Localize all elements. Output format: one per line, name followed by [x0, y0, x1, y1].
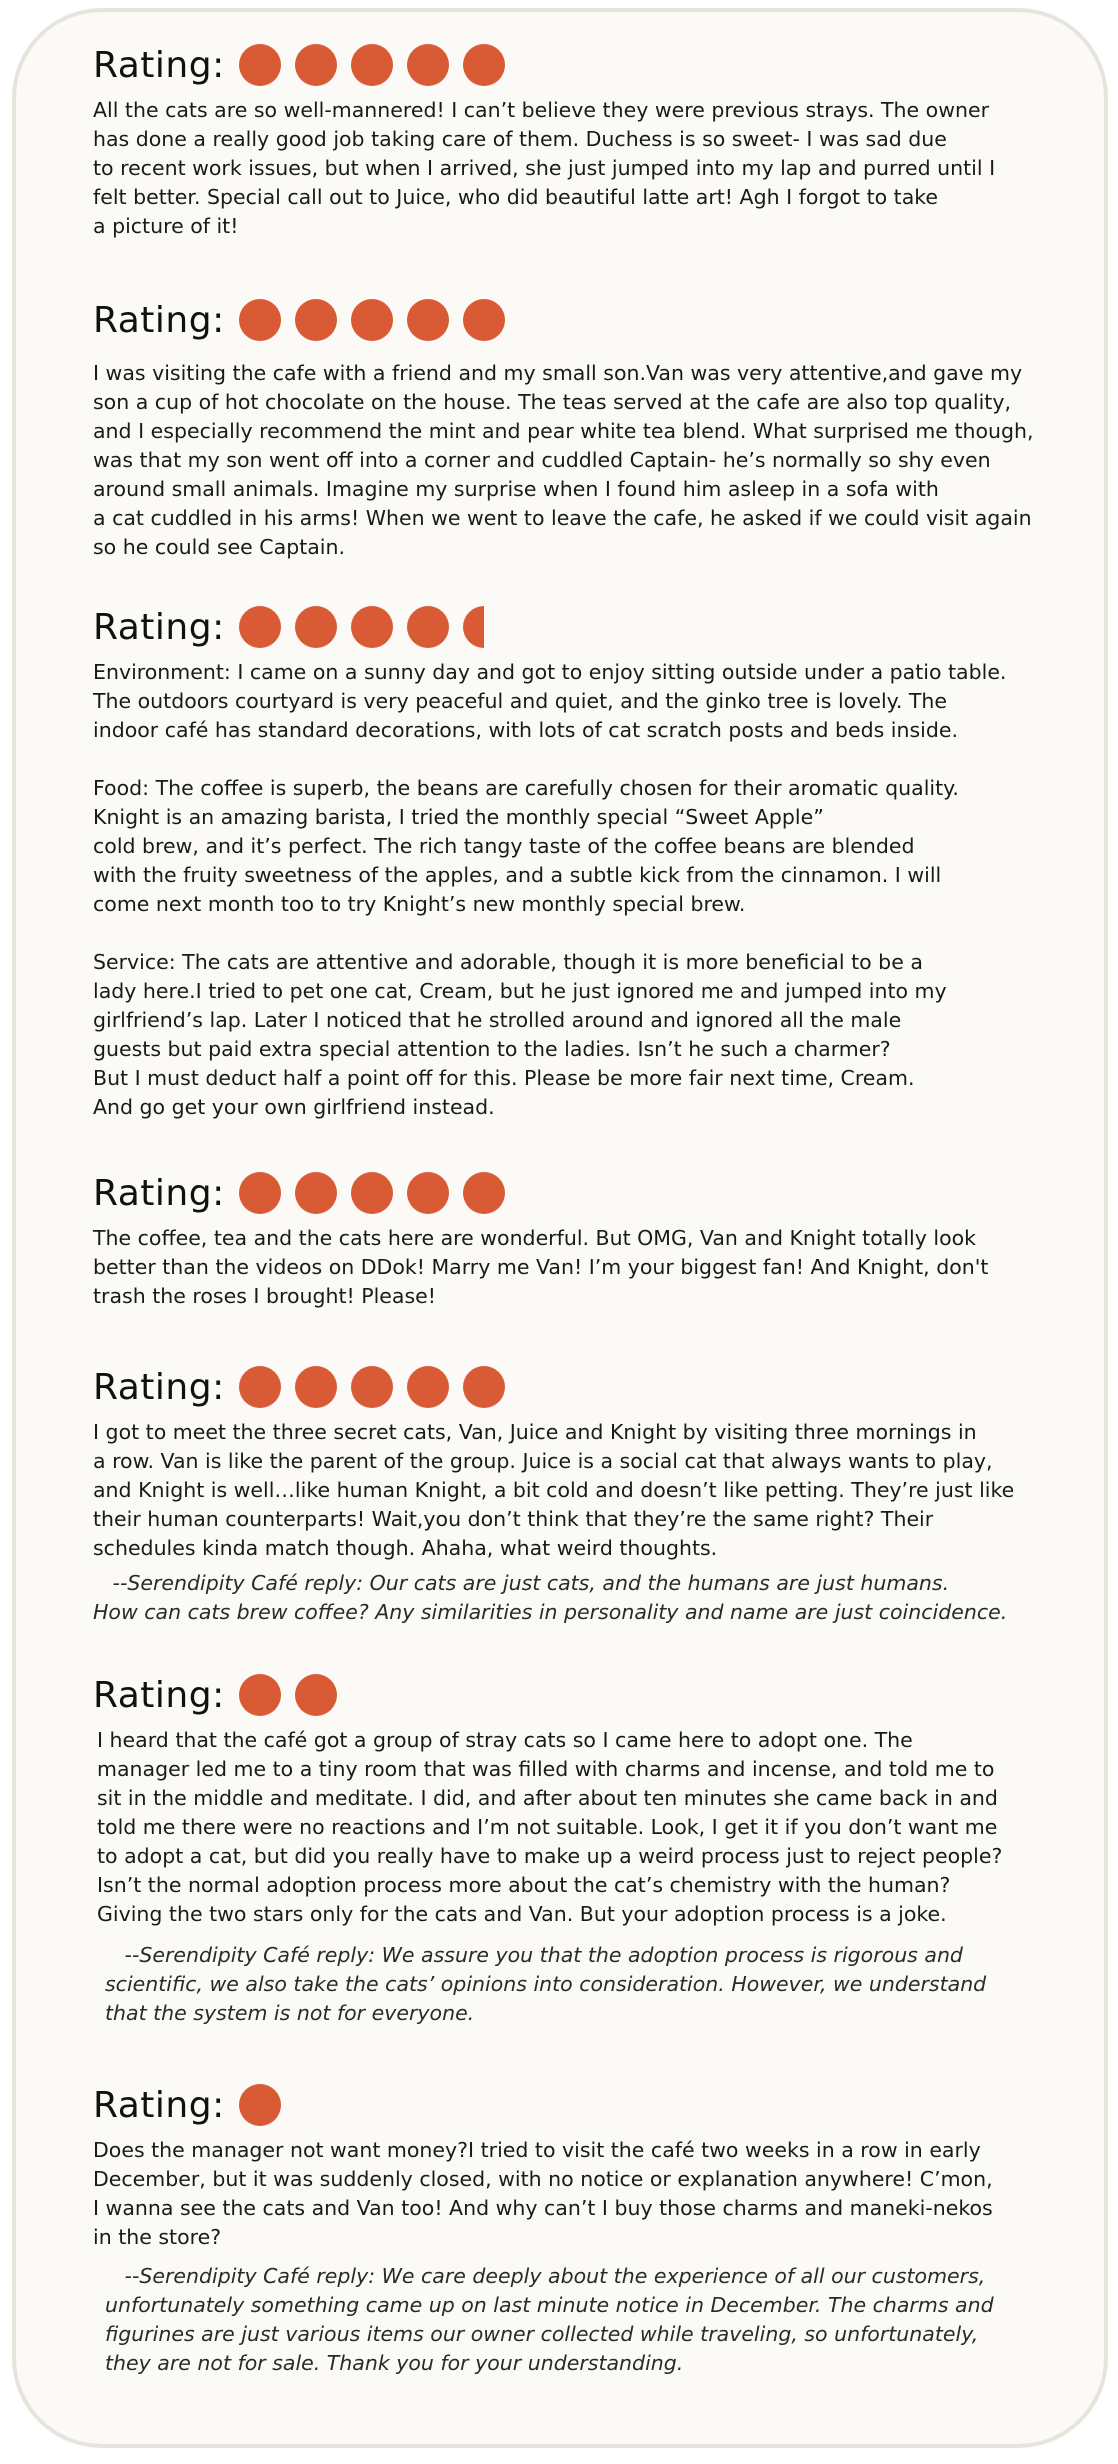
- reply-line: --Serendipity Café reply: Our cats are just cats, and the humans are just humans.: [93, 1571, 950, 1595]
- rating-dot-icon: [239, 1674, 281, 1716]
- rating-dot-icon: [239, 2084, 281, 2126]
- review-line: I wanna see the cats and Van too! And why can’t I buy those charms and maneki-nekos: [93, 2196, 993, 2220]
- rating-label: Rating:: [93, 1172, 225, 1214]
- rating-row: [93, 2078, 1053, 2132]
- review-line: sit in the middle and meditate. I did, and after about ten minutes she came back in and: [97, 1786, 998, 1810]
- rating-row: [93, 293, 1053, 347]
- review-line: so he could see Captain.: [93, 535, 346, 559]
- rating-dot-icon: [351, 1172, 393, 1214]
- review-line: to recent work issues, but when I arrived, she just jumped into my lap and purred until I: [93, 156, 996, 180]
- rating-label: Rating:: [93, 1366, 225, 1408]
- review-card: [93, 600, 1053, 1122]
- rating-dot-icon: [295, 44, 337, 86]
- review-line: Food: The coffee is superb, the beans are carefully chosen for their aromatic quality.: [93, 776, 959, 800]
- rating-dot-icon: [295, 1366, 337, 1408]
- rating-dots: [239, 1366, 519, 1408]
- rating-label: Rating:: [93, 44, 225, 86]
- reply-line: scientific, we also take the cats’ opinions into consideration. However, we understand: [105, 1972, 987, 1996]
- rating-label: Rating:: [93, 1674, 225, 1716]
- reply-line: figurines are just various items our owner collected while traveling, so unfortunately,: [105, 2322, 979, 2346]
- review-text: [93, 359, 1053, 562]
- rating-dot-icon: [407, 1172, 449, 1214]
- rating-dot-icon: [407, 299, 449, 341]
- review-line: All the cats are so well-mannered! I can’t believe they were previous strays. The owner: [93, 98, 990, 122]
- review-line: girlfriend’s lap. Later I noticed that he strolled around and ignored all the male: [93, 1008, 902, 1032]
- review-line: a row. Van is like the parent of the group. Juice is a social cat that always wants to play,: [93, 1449, 993, 1473]
- review-line: I got to meet the three secret cats, Van, Juice and Knight by visiting three mornings in: [93, 1420, 977, 1444]
- rating-row: [93, 600, 1053, 654]
- review-line: schedules kinda match though. Ahaha, what weird thoughts.: [93, 1536, 718, 1560]
- review-card: [93, 38, 1053, 241]
- rating-dot-icon: [239, 1172, 281, 1214]
- review-line: trash the roses I brought! Please!: [93, 1284, 436, 1308]
- rating-dot-icon: [463, 1366, 505, 1408]
- review-line: Isn’t the normal adoption process more about the cat’s chemistry with the human?: [97, 1873, 951, 1897]
- reply-line: --Serendipity Café reply: We care deeply about the experience of all our customers,: [105, 2264, 986, 2288]
- review-line: better than the videos on DDok! Marry me Van! I’m your biggest fan! And Knight, don't: [93, 1255, 989, 1279]
- review-line: manager led me to a tiny room that was filled with charms and incense, and told me to: [97, 1757, 995, 1781]
- review-text: [93, 2136, 1053, 2252]
- review-card: [93, 2078, 1053, 2378]
- review-line: The coffee, tea and the cats here are wonderful. But OMG, Van and Knight totally look: [93, 1226, 977, 1250]
- rating-dot-icon: [407, 44, 449, 86]
- rating-label: Rating:: [93, 606, 225, 648]
- review-line: December, but it was suddenly closed, with no notice or explanation anywhere! C’mon,: [93, 2167, 993, 2191]
- rating-dot-icon: [463, 1172, 505, 1214]
- review-line: felt better. Special call out to Juice, who did beautiful latte art! Agh I forgot to take: [93, 185, 939, 209]
- rating-dot-icon: [239, 44, 281, 86]
- reply-line: How can cats brew coffee? Any similarities in personality and name are just coincidence.: [93, 1600, 1008, 1624]
- reply-line: --Serendipity Café reply: We assure you that the adoption process is rigorous and: [105, 1943, 963, 1967]
- review-line: And go get your own girlfriend instead.: [93, 1095, 495, 1119]
- reply-line: they are not for sale. Thank you for your understanding.: [105, 2351, 684, 2375]
- rating-label: Rating:: [93, 2084, 225, 2126]
- review-card: [93, 1360, 1053, 1627]
- rating-dots: [239, 606, 498, 648]
- reply-line: unfortunately something came up on last minute notice in December. The charms and: [105, 2293, 994, 2317]
- review-line: But I must deduct half a point off for this. Please be more fair next time, Cream.: [93, 1066, 915, 1090]
- rating-dots: [239, 2084, 295, 2126]
- review-line: Environment: I came on a sunny day and got to enjoy sitting outside under a patio table.: [93, 660, 1007, 684]
- rating-dot-icon: [351, 299, 393, 341]
- review-line: I was visiting the cafe with a friend and my small son.Van was very attentive,and gave my: [93, 361, 1023, 385]
- rating-dots: [239, 44, 519, 86]
- review-line: I heard that the café got a group of stray cats so I came here to adopt one. The: [97, 1728, 913, 1752]
- review-line: has done a really good job taking care of them. Duchess is so sweet- I was sad due: [93, 127, 947, 151]
- rating-dot-icon: [295, 1674, 337, 1716]
- review-text: [93, 658, 1053, 1122]
- review-line: around small animals. Imagine my surprise when I found him asleep in a sofa with: [93, 477, 939, 501]
- rating-dot-icon: [239, 606, 281, 648]
- review-line: The outdoors courtyard is very peaceful and quiet, and the ginko tree is lovely. The: [93, 689, 948, 713]
- review-card: [93, 293, 1053, 562]
- review-line: in the store?: [93, 2225, 222, 2249]
- reply-line: that the system is not for everyone.: [105, 2001, 475, 2025]
- review-line: was that my son went off into a corner and cuddled Captain- he’s normally so shy even: [93, 448, 991, 472]
- review-line: lady here.I tried to pet one cat, Cream, but he just ignored me and jumped into my: [93, 979, 947, 1003]
- review-line: a picture of it!: [93, 214, 239, 238]
- review-text: [97, 1726, 1053, 1929]
- rating-half-dot-icon: [463, 606, 484, 648]
- rating-dot-icon: [463, 299, 505, 341]
- review-card: [93, 1668, 1053, 2028]
- rating-dots: [239, 1172, 519, 1214]
- review-line: and Knight is well…like human Knight, a bit cold and doesn’t like petting. They’re just like: [93, 1478, 1015, 1502]
- review-line: and I especially recommend the mint and pear white tea blend. What surprised me though,: [93, 419, 1034, 443]
- review-line: Service: The cats are attentive and adorable, though it is more beneficial to be a: [93, 950, 923, 974]
- rating-dot-icon: [407, 606, 449, 648]
- rating-dot-icon: [295, 299, 337, 341]
- rating-dot-icon: [463, 44, 505, 86]
- review-line: indoor café has standard decorations, with lots of cat scratch posts and beds inside.: [93, 718, 959, 742]
- rating-dots: [239, 1674, 351, 1716]
- cafe-reply: [93, 1569, 1053, 1627]
- review-line: son a cup of hot chocolate on the house. The teas served at the cafe are also top quality,: [93, 390, 1011, 414]
- review-text: [93, 96, 1053, 241]
- rating-row: [93, 1668, 1053, 1722]
- rating-dot-icon: [295, 606, 337, 648]
- review-text: [93, 1224, 1053, 1311]
- rating-row: [93, 38, 1053, 92]
- review-line: Knight is an amazing barista, I tried the monthly special “Sweet Apple”: [93, 805, 824, 829]
- rating-dot-icon: [351, 606, 393, 648]
- rating-row: [93, 1166, 1053, 1220]
- rating-label: Rating:: [93, 299, 225, 341]
- review-line: guests but paid extra special attention to the ladies. Isn’t he such a charmer?: [93, 1037, 891, 1061]
- review-line: Does the manager not want money?I tried to visit the café two weeks in a row in early: [93, 2138, 981, 2162]
- rating-dots: [239, 299, 519, 341]
- rating-row: [93, 1360, 1053, 1414]
- cafe-reply: [105, 2262, 1053, 2378]
- rating-dot-icon: [239, 299, 281, 341]
- review-line: with the fruity sweetness of the apples, and a subtle kick from the cinnamon. I will: [93, 863, 942, 887]
- rating-dot-icon: [295, 1172, 337, 1214]
- review-line: to adopt a cat, but did you really have to make up a weird process just to reject people?: [97, 1844, 1003, 1868]
- review-line: a cat cuddled in his arms! When we went to leave the cafe, he asked if we could visit again: [93, 506, 1032, 530]
- rating-dot-icon: [351, 44, 393, 86]
- review-line: cold brew, and it’s perfect. The rich tangy taste of the coffee beans are blended: [93, 834, 915, 858]
- review-text: [93, 1418, 1053, 1563]
- review-line: their human counterparts! Wait,you don’t think that they’re the same right? Their: [93, 1507, 934, 1531]
- rating-dot-icon: [407, 1366, 449, 1408]
- rating-dot-icon: [351, 1366, 393, 1408]
- cafe-reply: [105, 1941, 1053, 2028]
- rating-dot-icon: [239, 1366, 281, 1408]
- review-line: Giving the two stars only for the cats and Van. But your adoption process is a joke.: [97, 1902, 947, 1926]
- review-line: told me there were no reactions and I’m not suitable. Look, I get it if you don’t want me: [97, 1815, 998, 1839]
- review-line: come next month too to try Knight’s new monthly special brew.: [93, 892, 746, 916]
- review-card: [93, 1166, 1053, 1311]
